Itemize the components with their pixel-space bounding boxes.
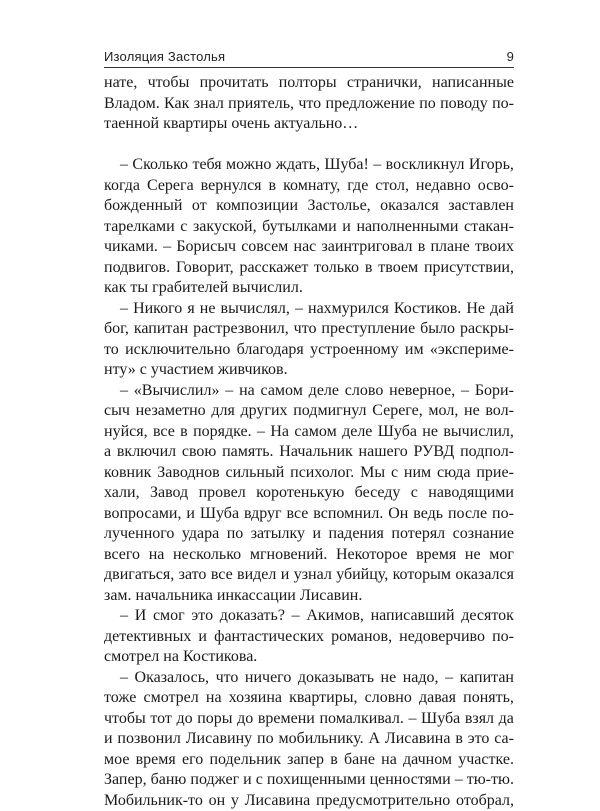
- text-line: подвигов. Говорит, расскажет только в твоем присутствии,: [104, 258, 514, 279]
- text-line: таенной квартиры очень актуально…: [104, 114, 514, 135]
- text-line: божденный от композиции Застолье, оказался заставлен: [104, 196, 514, 217]
- text-line: сыч незаметно для других подмигнул Сереге, мол, не вол-: [104, 401, 514, 422]
- text-line: тоже смотрел на хозяина квартиры, словно давая понять,: [104, 688, 514, 709]
- text-line: двигаться, зато все видел и узнал убийцу, которым оказался: [104, 565, 514, 586]
- paragraph-gap: [104, 135, 514, 156]
- text-line: – Оказалось, что ничего доказывать не надо, – капитан: [104, 668, 514, 689]
- text-line: бог, капитан растрезвонил, что преступление было раскры-: [104, 319, 514, 340]
- text-line: ковник Заводнов сильный психолог. Мы с ним сюда прие-: [104, 463, 514, 484]
- chapter-title: Изоляция Застолья: [104, 49, 225, 64]
- running-header: [104, 40, 514, 64]
- text-line: и позвонил Лисавину по мобильнику. А Лисавина в это са-: [104, 729, 514, 750]
- text-line: вопросами, и Шуба вдруг все вспомнил. Он ведь после по-: [104, 504, 514, 525]
- text-line: Запер, баню поджег и с похищенными ценностями – тю-тю.: [104, 770, 514, 791]
- text-line: тарелками с закуской, бутылками и наполненными стакан-: [104, 217, 514, 238]
- text-line: как ты грабителей вычислил.: [104, 278, 514, 299]
- text-line: то исключительно благодаря устроенному им «экспериме-: [104, 340, 514, 361]
- text-line: – Сколько тебя можно ждать, Шуба! – воскликнул Игорь,: [104, 155, 514, 176]
- text-line: когда Серега вернулся в комнату, где стол, недавно осво-: [104, 176, 514, 197]
- text-line: лученного удара по затылку и падения потерял сознание: [104, 524, 514, 545]
- text-line: зам. начальника инкассации Лисавин.: [104, 586, 514, 607]
- text-line: чиками. – Борисыч совсем нас заинтриговал в плане твоих: [104, 237, 514, 258]
- page-number: 9: [507, 49, 514, 64]
- text-line: детективных и фантастических романов, недоверчиво по-: [104, 627, 514, 648]
- body-text: [104, 73, 514, 811]
- text-line: а включил свою память. Начальник нашего РУВД подпол-: [104, 442, 514, 463]
- text-line: нуйся, все в порядке. – На самом деле Шуба не вычислил,: [104, 422, 514, 443]
- text-line: мое время его подельник запер в бане на дачном участке.: [104, 750, 514, 771]
- text-line: – «Вычислил» – на самом деле слово неверное, – Бори-: [104, 381, 514, 402]
- header-rule: [104, 67, 514, 68]
- text-line: смотрел на Костикова.: [104, 647, 514, 668]
- text-line: Владом. Как знал приятель, что предложение по поводу по-: [104, 94, 514, 115]
- text-line: чтобы тот до поры до времени помалкивал. – Шуба взял да: [104, 709, 514, 730]
- text-line: всего на несколько мгновений. Некоторое время не мог: [104, 545, 514, 566]
- text-line: хали, Завод провел коротенькую беседу с наводящими: [104, 483, 514, 504]
- text-line: – Никого я не вычислял, – нахмурился Костиков. Не дай: [104, 299, 514, 320]
- text-line: Мобильник-то он у Лисавина предусмотрительно отобрал,: [104, 791, 514, 811]
- text-line: – И смог это доказать? – Акимов, написавший десяток: [104, 606, 514, 627]
- text-line: нту» с участием живчиков.: [104, 360, 514, 381]
- text-line: нате, чтобы прочитать полторы странички, написанные: [104, 73, 514, 94]
